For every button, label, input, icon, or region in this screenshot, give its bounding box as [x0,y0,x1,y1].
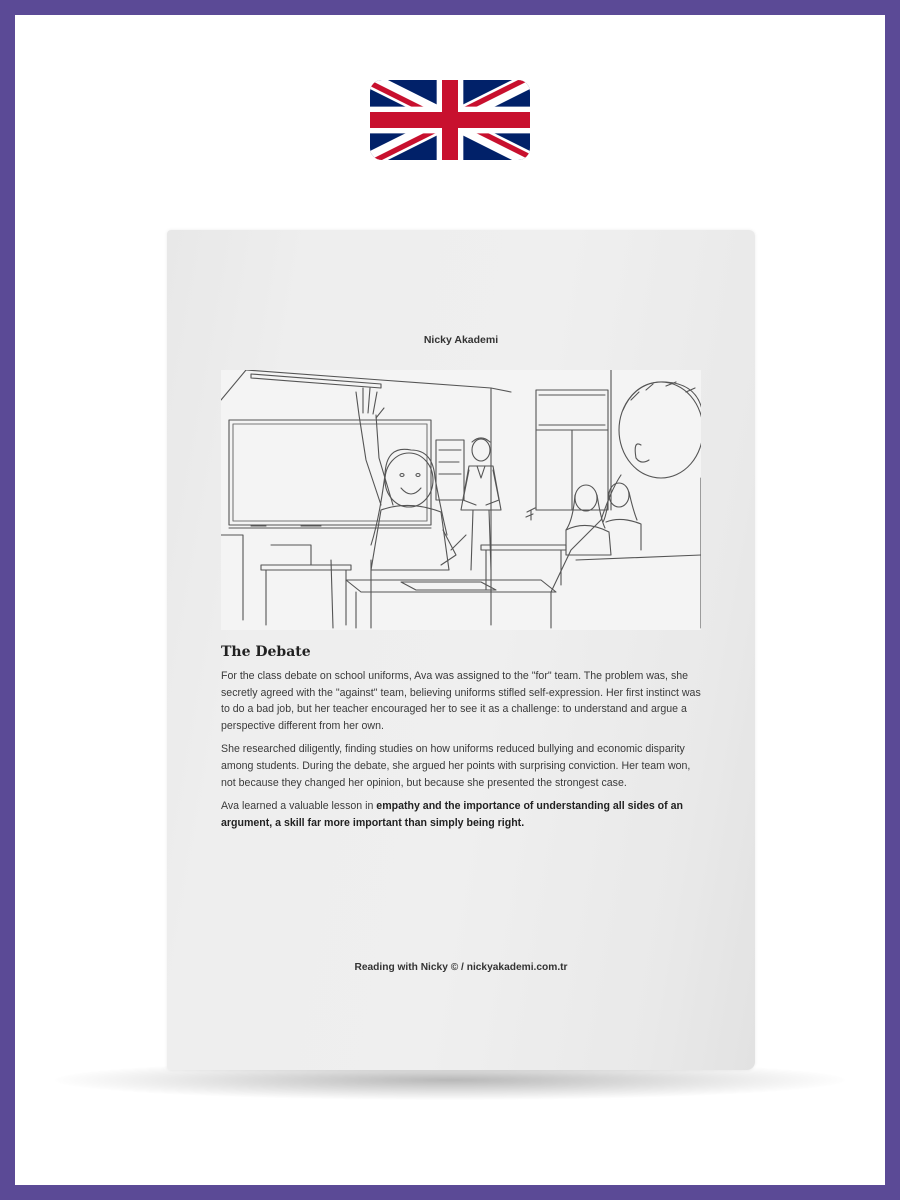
story-title: The Debate [221,644,311,660]
paragraph-3-lead: Ava learned a valuable lesson in [221,800,377,813]
story-paragraph-2: She researched diligently, finding studies on how uniforms reduced bullying and economic disparity among students. During the debate, she argued her points with surprising conviction. Her team won, not because they changed her opinion, but because she presented the strongest case. [221,743,691,789]
page-frame [15,15,885,1185]
story-body [221,668,701,838]
page-footer: Reading with Nicky © / nickyakademi.com.tr [354,962,568,973]
worksheet-page [167,230,755,1070]
uk-flag-icon [370,80,530,160]
paragraph-3-bold: empathy and the importance of understanding all sides of an argument, a skill far more important than simply being right. [221,800,683,829]
classroom-illustration [221,370,701,630]
story-paragraph-3 [221,798,701,831]
story-paragraph-1: For the class debate on school uniforms, Ava was assigned to the "for" team. The problem was, she secretly agreed with the "against" team, believing uniforms stifled self-expression. Her first instinct was to do a bad job, but her teacher encouraged her to see it as a challenge: to understand and argue a perspective different from her own. [221,670,701,732]
brand-header: Nicky Akademi [423,334,499,346]
